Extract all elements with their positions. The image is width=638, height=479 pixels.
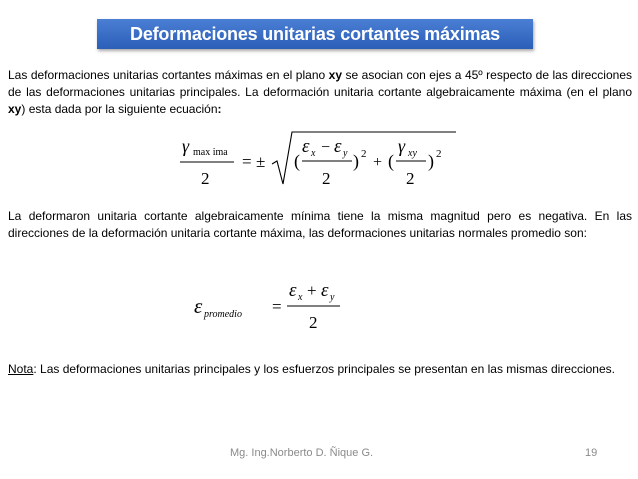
gamma-xy: γ (398, 136, 406, 156)
note-paragraph (8, 361, 632, 378)
plus-sign-2: + (307, 281, 317, 300)
rparen-2: ) (428, 151, 434, 171)
slide-title: Deformaciones unitarias cortantes máximas (130, 23, 500, 44)
epsilon-symbol: ε (194, 294, 203, 318)
minus-sign: − (321, 139, 331, 156)
plus-sign: + (373, 154, 383, 171)
sub-x: x (311, 148, 316, 159)
epsilon-x: ε (302, 136, 310, 157)
footer-author: Mg. Ing.Norberto D. Ñique G. (230, 447, 374, 459)
intro-bold-xy-1: xy (328, 68, 343, 82)
equals-sign-2: = (272, 297, 282, 316)
max-shear-strain-formula (180, 128, 470, 190)
sub-xy: xy (408, 148, 417, 159)
intro-text-2: se asocian con ejes a 45º respecto de las direcciones de las deformaciones unitarias principales. La deformación unitaria cortante algebraicamente máxima (en el plano (8, 68, 632, 99)
lparen-2: ( (388, 151, 394, 171)
exponent-2a: 2 (361, 148, 367, 160)
intro-text-3: ) esta dada por la siguiente ecuación (21, 102, 218, 116)
sub-x-2: x (298, 292, 303, 303)
note-label: Nota (8, 362, 34, 376)
denominator-2c: 2 (406, 169, 415, 188)
rparen-1: ) (353, 151, 359, 171)
intro-text-1: Las deformaciones unitarias cortantes máximas en el plano (8, 68, 329, 82)
sub-y-2: y (330, 292, 335, 303)
lparen-1: ( (294, 151, 300, 171)
plus-minus-sign: ± (256, 152, 266, 171)
note-text: : Las deformaciones unitarias principales y los esfuerzos principales se presentan en las mismas direcciones. (33, 362, 615, 376)
exponent-2b: 2 (436, 148, 442, 160)
gamma-symbol: γ (182, 136, 190, 156)
denominator-2d: 2 (309, 313, 318, 332)
intro-paragraph (8, 67, 632, 118)
title-banner (97, 19, 533, 49)
epsilon-x-2: ε (289, 280, 297, 301)
epsilon-y-2: ε (321, 280, 329, 301)
sub-promedio: promedio (204, 309, 242, 320)
denominator-2a: 2 (201, 169, 210, 188)
second-paragraph: La deformaron unitaria cortante algebraicamente mínima tiene la misma magnitud pero es negativa. En las direcciones de la deformación unitaria cortante máxima, las deformaciones unitarias normales promedio son: (8, 209, 632, 240)
denominator-2b: 2 (322, 169, 331, 188)
epsilon-y: ε (334, 136, 342, 157)
intro-bold-xy-2: xy (8, 102, 22, 116)
page-number: 19 (585, 447, 598, 459)
equals-sign: = (242, 152, 252, 171)
sub-y: y (343, 148, 348, 159)
sub-max: max ima (193, 147, 228, 158)
intro-bold-colon: : (217, 102, 222, 116)
average-normal-strain-formula (190, 272, 360, 334)
